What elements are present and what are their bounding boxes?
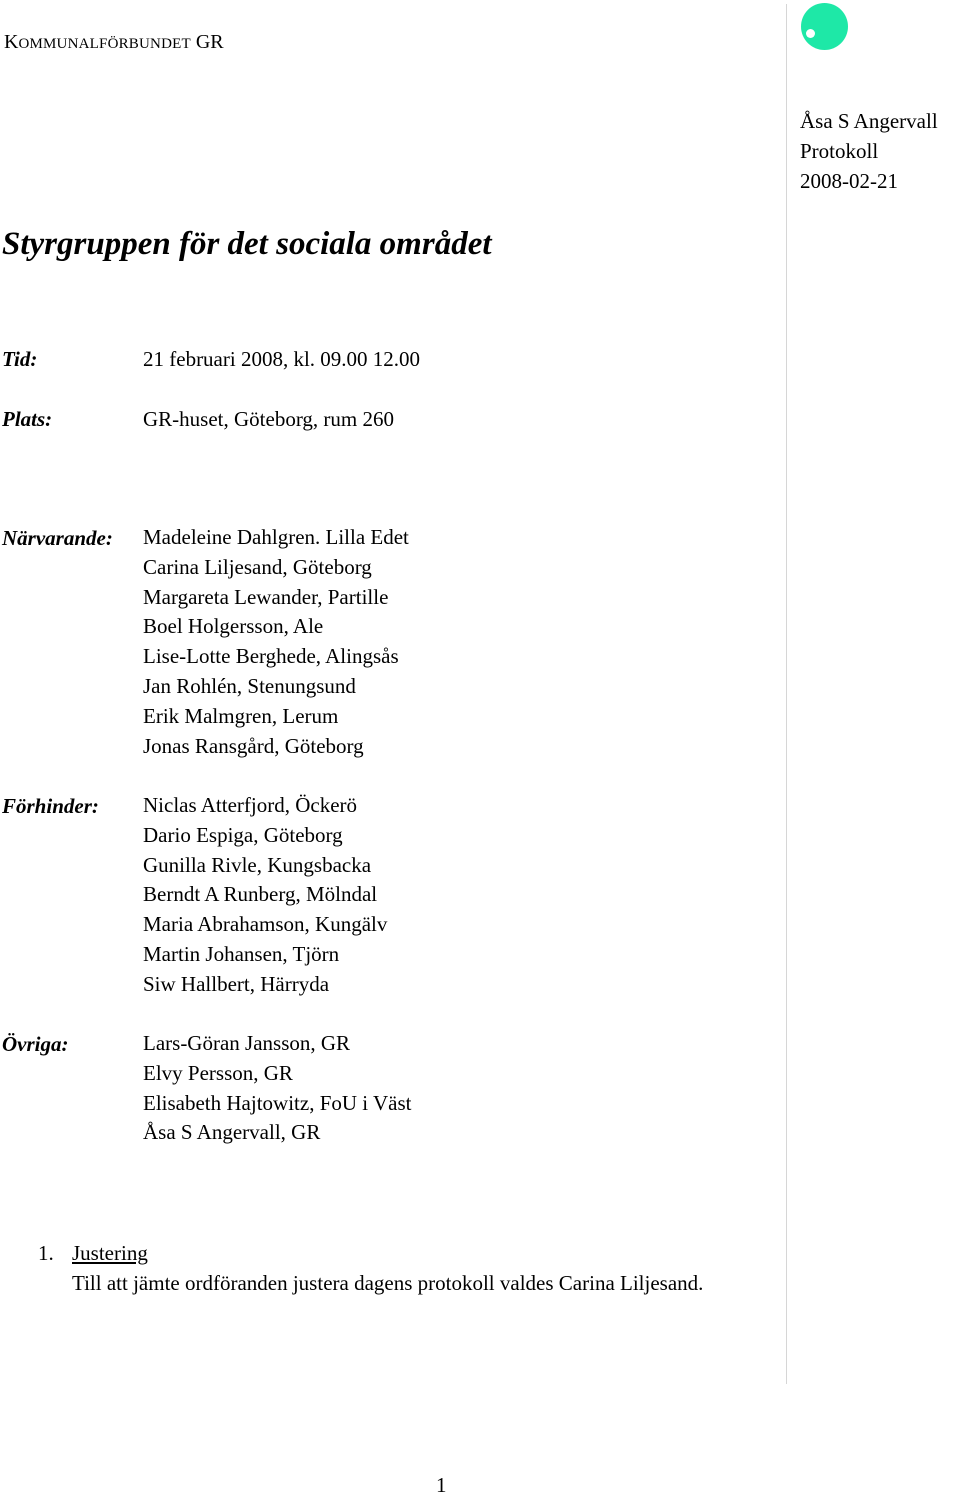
gr-logo-dot: [806, 29, 815, 38]
plats-label: Plats:: [2, 407, 53, 431]
list-item: Dario Espiga, Göteborg: [143, 822, 343, 847]
narvarande-list: [143, 523, 409, 761]
organization-name: [4, 30, 224, 56]
org-rest: OMMUNALFÖRBUNDET: [18, 36, 191, 52]
list-item: Lise-Lotte Berghede, Alingsås: [143, 644, 399, 669]
agenda-item-body: Till att jämte ordföranden justera dagens protokoll valdes Carina Liljesand.: [72, 1271, 704, 1295]
list-item: Maria Abrahamson, Kungälv: [143, 912, 388, 937]
list-item: Elvy Persson, GR: [143, 1060, 293, 1085]
document-date: 2008-02-21: [800, 169, 898, 193]
org-suffix: GR: [195, 31, 224, 53]
list-item: Jan Rohlén, Stenungsund: [143, 673, 356, 698]
list-item: Berndt A Runberg, Mölndal: [143, 882, 378, 907]
document-type: Protokoll: [800, 139, 879, 163]
forhinder-list: [143, 791, 387, 1000]
narvarande-label: Närvarande:: [2, 526, 113, 550]
agenda-item-number: 1.: [38, 1241, 54, 1265]
list-item: Madeleine Dahlgren. Lilla Edet: [143, 525, 409, 549]
ovriga-list: [143, 1029, 412, 1148]
list-item: Martin Johansen, Tjörn: [143, 941, 340, 966]
page-title: Styrgruppen för det sociala området: [2, 226, 492, 262]
list-item: Åsa S Angervall, GR: [143, 1120, 321, 1145]
forhinder-label: Förhinder:: [2, 794, 99, 818]
ovriga-label: Övriga:: [2, 1032, 69, 1056]
author-name: Åsa S Angervall: [800, 109, 938, 133]
list-item: Gunilla Rivle, Kungsbacka: [143, 852, 372, 877]
org-initial: K: [4, 31, 19, 53]
tid-value: 21 februari 2008, kl. 09.00 12.00: [143, 347, 421, 371]
vertical-divider: [786, 4, 787, 1384]
list-item: Jonas Ransgård, Göteborg: [143, 733, 364, 758]
list-item: Lars-Göran Jansson, GR: [143, 1031, 351, 1055]
list-item: Elisabeth Hajtowitz, FoU i Väst: [143, 1090, 412, 1115]
list-item: Carina Liljesand, Göteborg: [143, 554, 372, 579]
list-item: Niclas Atterfjord, Öckerö: [143, 793, 358, 817]
list-item: Margareta Lewander, Partille: [143, 584, 389, 609]
agenda-item-heading: Justering: [72, 1241, 148, 1265]
document-meta: [800, 106, 938, 196]
gr-logo-icon: [801, 3, 848, 50]
list-item: Siw Hallbert, Härryda: [143, 971, 330, 996]
list-item: Boel Holgersson, Ale: [143, 614, 324, 639]
list-item: Erik Malmgren, Lerum: [143, 703, 339, 728]
page-number: 1: [436, 1473, 447, 1497]
tid-label: Tid:: [2, 347, 38, 371]
plats-value: GR-huset, Göteborg, rum 260: [143, 407, 395, 431]
